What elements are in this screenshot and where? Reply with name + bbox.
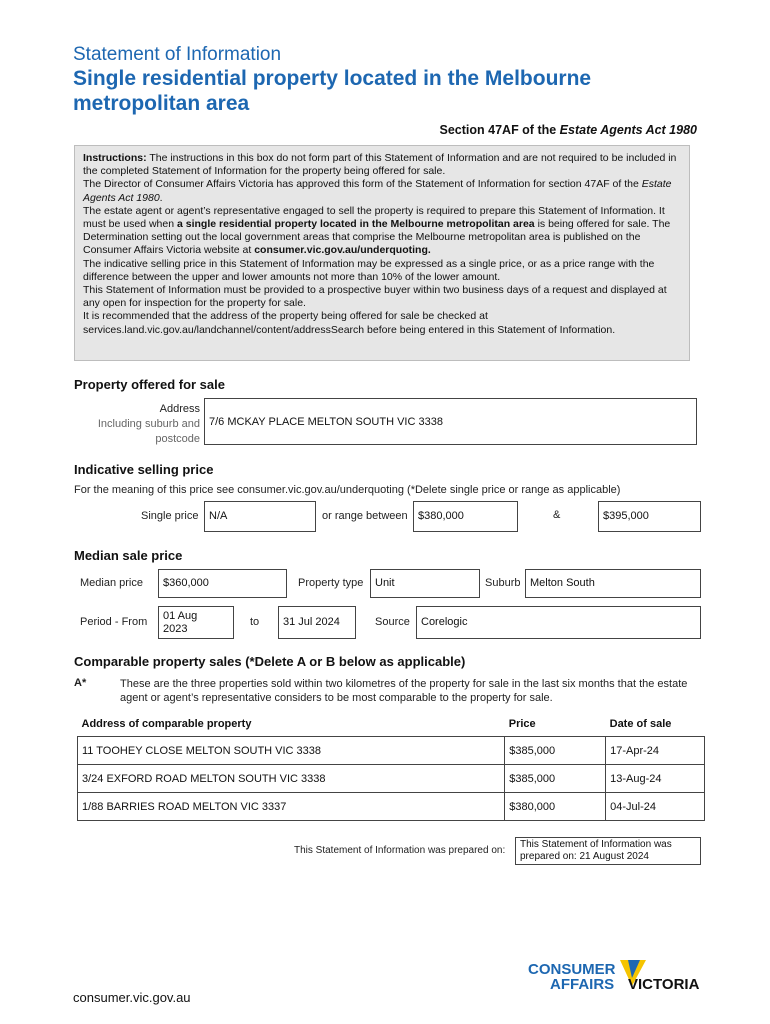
address-label-line3: postcode xyxy=(155,433,200,445)
prepared-line1: This Statement of Information was xyxy=(520,839,672,850)
row-date[interactable]: 04-Jul-24 xyxy=(606,793,705,821)
col-price: Price xyxy=(508,718,536,730)
instructions-p2a: The Director of Consumer Affairs Victoria has approved this form of the Statement of Information for section 47AF of the xyxy=(83,178,642,191)
comparable-marker: A* xyxy=(74,677,87,689)
instructions-p2b: Estate Agents Act 1980 xyxy=(83,178,672,204)
logo-line1: CONSUMER xyxy=(528,961,616,978)
row-address[interactable]: 1/88 BARRIES ROAD MELTON VIC 3337 xyxy=(78,793,505,821)
property-heading: Property offered for sale xyxy=(74,377,225,392)
period-from-field[interactable] xyxy=(158,606,234,639)
document-title: Single residential property located in the Melbourne metropolitan area xyxy=(73,67,592,115)
prepared-line2: prepared on: 21 August 2024 xyxy=(520,851,649,862)
logo-line3: VICTORIA xyxy=(628,976,700,993)
table-row xyxy=(78,737,705,765)
property-type-field[interactable]: Unit xyxy=(370,569,480,598)
period-from-line2: 2023 xyxy=(163,623,188,635)
source-field[interactable]: Corelogic xyxy=(416,606,701,639)
range-ampersand: & xyxy=(553,509,561,521)
instructions-p3a: The estate agent or agent’s representative engaged to sell the property is required to prepare this Statement of Information. It must be used when xyxy=(83,204,665,231)
instructions-p1: The instructions in this box do not form part of this Statement of Information and are not required to be included in the completed Statement of Information for the property being offered for sale. xyxy=(83,152,677,178)
row-price[interactable]: $385,000 xyxy=(505,737,606,765)
source-label: Source xyxy=(375,616,410,628)
cav-logo-graphic xyxy=(528,958,704,994)
row-date[interactable]: 13-Aug-24 xyxy=(606,765,705,793)
single-price-label: Single price xyxy=(141,510,199,522)
indicative-note: For the meaning of this price see consumer.vic.gov.au/underquoting (*Delete single price or range as applicable) xyxy=(74,484,621,496)
row-price[interactable]: $380,000 xyxy=(505,793,606,821)
address-label xyxy=(74,402,200,447)
indicative-heading: Indicative selling price xyxy=(74,462,214,477)
act-name: Estate Agents Act 1980 xyxy=(559,123,697,137)
property-type-label: Property type xyxy=(298,577,364,589)
period-from-label: Period - From xyxy=(80,616,148,628)
suburb-field[interactable]: Melton South xyxy=(525,569,701,598)
instructions-p6: It is recommended that the address of the property being offered for sale be checked at services.land.vic.gov.au/landchannel/content/addressSearch before being entered in this Statement of Information. xyxy=(83,310,616,336)
median-heading: Median sale price xyxy=(74,548,183,563)
row-address[interactable]: 3/24 EXFORD ROAD MELTON SOUTH VIC 3338 xyxy=(78,765,505,793)
period-to-label: to xyxy=(250,616,260,628)
instructions-p3b: a single residential property located in the Melbourne metropolitan area xyxy=(176,218,535,231)
address-field[interactable]: 7/6 MCKAY PLACE MELTON SOUTH VIC 3338 xyxy=(204,398,697,445)
range-label: or range between xyxy=(322,510,408,522)
row-price[interactable]: $385,000 xyxy=(505,765,606,793)
instructions-p2c: . xyxy=(159,191,163,204)
col-date: Date of sale xyxy=(609,718,672,730)
document-subtitle: Statement of Information xyxy=(73,44,282,65)
comparable-heading: Comparable property sales (*Delete A or B below as applicable) xyxy=(74,654,466,669)
instructions-lead: Instructions: xyxy=(83,152,147,164)
range-high-field[interactable]: $395,000 xyxy=(598,501,701,532)
instructions-p5: This Statement of Information must be provided to a prospective buyer within two business days of a request and displayed at any open for inspection for the property for sale. xyxy=(83,284,667,310)
table-row xyxy=(78,793,705,821)
comparable-table xyxy=(77,714,705,821)
table-row xyxy=(78,765,705,793)
median-price-field[interactable]: $360,000 xyxy=(158,569,287,598)
prepared-label: This Statement of Information was prepared on: xyxy=(294,845,506,856)
address-label-line2: Including suburb and xyxy=(97,418,200,430)
prepared-field[interactable] xyxy=(515,837,701,865)
consumer-affairs-victoria-logo xyxy=(528,958,704,994)
suburb-label: Suburb xyxy=(485,577,521,589)
row-date[interactable]: 17-Apr-24 xyxy=(606,737,705,765)
median-price-label: Median price xyxy=(80,577,143,589)
address-label-line1: Address xyxy=(159,403,200,415)
instructions-p3d: consumer.vic.gov.au/underquoting. xyxy=(254,244,431,257)
logo-line2: AFFAIRS xyxy=(550,976,615,993)
period-from-line1: 01 Aug xyxy=(163,610,198,622)
range-low-field[interactable]: $380,000 xyxy=(413,501,518,532)
comparable-note: These are the three properties sold within two kilometres of the property for sale in the last six months that the estate agent or agent’s representative considers to be most comparable to the property for sale. xyxy=(120,678,688,704)
section-reference xyxy=(440,123,697,137)
col-address: Address of comparable property xyxy=(81,718,252,730)
instructions-box xyxy=(74,145,690,361)
footer-url[interactable]: consumer.vic.gov.au xyxy=(73,990,191,1005)
table-header-row xyxy=(78,714,705,737)
instructions-p3c: is being offered for sale. The Determination setting out the local government areas that comprise the Melbourne metropolitan area is published on the Consumer Affairs Victoria website at xyxy=(83,218,671,257)
instructions-p4: The indicative selling price in this Statement of Information may be expressed as a single price, or as a price range with the difference between the upper and lower amounts not more than 10% of the lower amount. xyxy=(83,257,655,283)
section-prefix: Section 47AF of the xyxy=(439,123,560,137)
row-address[interactable]: 11 TOOHEY CLOSE MELTON SOUTH VIC 3338 xyxy=(78,737,505,765)
period-to-field[interactable]: 31 Jul 2024 xyxy=(278,606,356,639)
single-price-field[interactable]: N/A xyxy=(204,501,316,532)
